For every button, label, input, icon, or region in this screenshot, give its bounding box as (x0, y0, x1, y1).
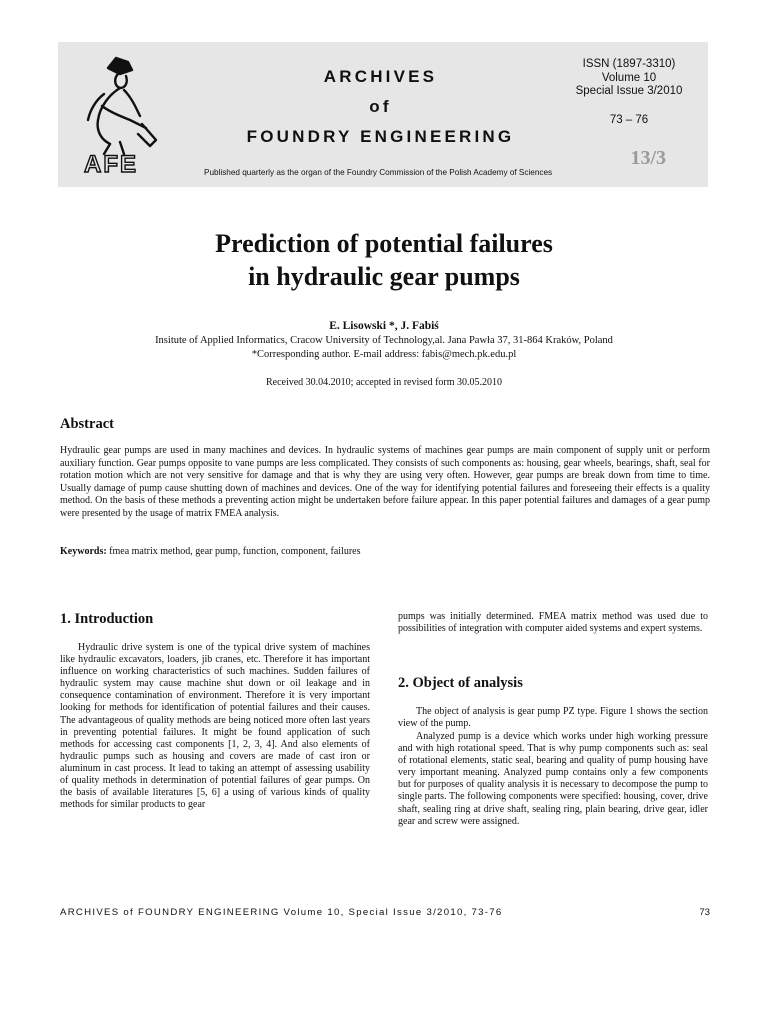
special-issue: Special Issue 3/2010 (575, 85, 683, 97)
journal-line-3: FOUNDRY ENGINEERING (246, 127, 515, 146)
object-analysis-p1: The object of analysis is gear pump PZ type. Figure 1 shows the section view of the pump. (398, 706, 708, 730)
article-title (0, 227, 768, 293)
title-line-1: Prediction of potential failures (215, 229, 553, 258)
journal-line-1: ARCHIVES (323, 67, 438, 86)
page-number: 73 (699, 907, 710, 918)
issue-info (564, 58, 694, 127)
introduction-text: Hydraulic drive system is one of the typical drive system of machines like hydraulic excavators, loaders, jib cranes, etc. Therefore it has important influence on working characteristics of such machines. Sudden failures of hydraulic system may cause machine shut down or oil leakage and in consequence contamination of environment. Therefore it is very important looking for methods for identification of potential failures and their causes. The advantageous of quality methods are being noticed more often last years in preventing potential failures. It might be found application of such methods for accessing cast components [1, 2, 3, 4]. And also elements of hydraulic pumps such as housing and covers are made of cast iron or aluminum in cast process. It lead to taking an attempt of assessing usability of quality methods in determination of potential failures of gear pumps. On the basis of available literatures [5, 6] a using of various kinds of quality methods for similar products to gear (60, 642, 370, 811)
journal-header (58, 42, 708, 187)
abstract-heading: Abstract (60, 416, 114, 432)
abstract-text: Hydraulic gear pumps are used in many machines and devices. In hydraulic systems of machines gear pumps are main component of supply unit or perform auxiliary function. Gear pumps opposite to vane pumps are less complicated. They consists of such components as: housing, gear wheels, bearings, shaft, seal for rotation motion which are not very sensitive for damage and that is why they are using very often. However, gear pumps are break down from time to time. Usually damage of pump cause shutting down of machines and devices. One of the way for identifying potential failures and foreseeing their effects is a quality method. On the basis of these methods a preventing action might be undertaken before failure appear. In this paper potential failures and damages of a gear pump were presented by the usage of matrix FMEA analysis. (60, 445, 710, 519)
keywords-label: Keywords: (60, 546, 107, 557)
keywords-list: fmea matrix method, gear pump, function, component, failures (109, 546, 361, 557)
object-analysis-heading: 2. Object of analysis (398, 675, 523, 691)
page-range: 73 – 76 (609, 113, 649, 126)
title-line-2: in hydraulic gear pumps (248, 262, 520, 291)
logo-text: AFE (84, 151, 138, 176)
authors: E. Lisowski *, J. Fabiś (329, 320, 439, 332)
footer-citation: ARCHIVES of FOUNDRY ENGINEERING Volume 10, Special Issue 3/2010, 73-76 (60, 907, 503, 918)
foundry-worker-logo (80, 50, 166, 176)
page-footer (60, 907, 710, 918)
journal-name (208, 62, 553, 152)
introduction-heading: 1. Introduction (60, 611, 154, 627)
received-dates: Received 30.04.2010; accepted in revised form 30.05.2010 (265, 377, 503, 388)
object-analysis-p2: Analyzed pump is a device which works under high working pressure and with high rotational speed. That is why pump components such as: seal of rotational elements, static seal, bearing and quality of pump housing have very important meaning. Analyzed pump contains only a few components but for purposes of quality analysis it is necessary to decompose the pump to single parts. The following components were specified: housing, cover, drive shaft, sealing ring at drive shaft, sealing ring, plain bearing, drive gear, idler gear and screw were assigned. (398, 731, 708, 827)
issue-code: 13/3 (630, 147, 666, 169)
corresponding-author: *Corresponding author. E-mail address: fabis@mech.pk.edu.pl (251, 349, 517, 360)
introduction-continued: pumps was initially determined. FMEA matrix method was used due to possibilities of integration with computer aided systems and expert systems. (398, 611, 708, 635)
affiliation: Insitute of Applied Informatics, Cracow University of Technology,al. Jana Pawła 37, 31-864 Kraków, Poland (155, 335, 613, 346)
issn: ISSN (1897-3310) (582, 58, 676, 70)
keywords (60, 546, 710, 557)
journal-line-2: of (369, 97, 392, 116)
published-note: Published quarterly as the organ of the Foundry Commission of the Polish Academy of Sciences (204, 168, 553, 177)
volume: Volume 10 (601, 71, 657, 84)
